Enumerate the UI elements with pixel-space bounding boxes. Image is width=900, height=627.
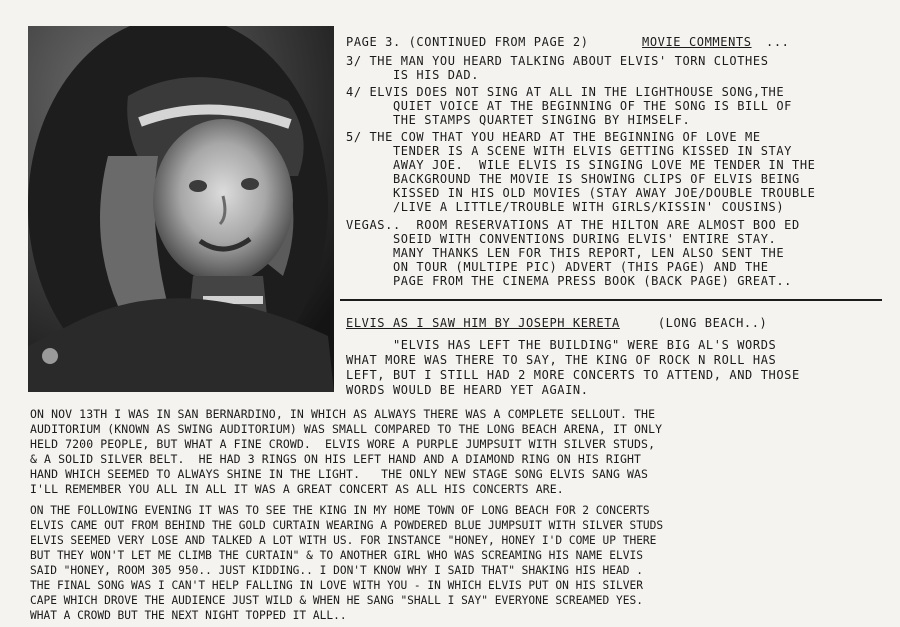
paragraph-line: WHAT A CROWD BUT THE NEXT NIGHT TOPPED IT ALL.. bbox=[30, 609, 347, 622]
paragraph-line: ON THE FOLLOWING EVENING IT WAS TO SEE THE KING IN MY HOME TOWN OF LONG BEACH FOR 2 CONCERTS bbox=[30, 504, 650, 517]
paragraph-line: THE FINAL SONG WAS I CAN'T HELP FALLING IN LOVE WITH YOU - IN WHICH ELVIS PUT ON HIS SILVER bbox=[30, 579, 643, 592]
page-continuation-label: PAGE 3. (CONTINUED FROM PAGE 2) bbox=[346, 35, 597, 49]
comment-line: TENDER IS A SCENE WITH ELVIS GETTING KISSED IN STAY bbox=[346, 144, 793, 158]
paragraph-line: I'LL REMEMBER YOU ALL IN ALL IT WAS A GREAT CONCERT AS ALL HIS CONCERTS ARE. bbox=[30, 482, 564, 496]
comment-line: SOEID WITH CONVENTIONS DURING ELVIS' ENTIRE STAY. bbox=[346, 232, 777, 246]
comment-line: VEGAS.. ROOM RESERVATIONS AT THE HILTON ARE ALMOST BOO ED bbox=[346, 218, 800, 232]
heading-ellipsis: ... bbox=[766, 35, 790, 49]
comment-line: IS HIS DAD. bbox=[346, 68, 480, 82]
comment-line: 3/ THE MAN YOU HEARD TALKING ABOUT ELVIS' TORN CLOTHES bbox=[346, 54, 769, 68]
comment-line: KISSED IN HIS OLD MOVIES (STAY AWAY JOE/DOUBLE TROUBLE bbox=[346, 186, 816, 200]
paragraph-line: HAND WHICH SEEMED TO ALWAYS SHINE IN THE LIGHT. THE ONLY NEW STAGE SONG ELVIS SANG WAS bbox=[30, 467, 649, 481]
intro-line: LEFT, BUT I STILL HAD 2 MORE CONCERTS TO ATTEND, AND THOSE bbox=[346, 368, 800, 382]
section-divider bbox=[340, 299, 882, 301]
comment-line: 4/ ELVIS DOES NOT SING AT ALL IN THE LIGHTHOUSE SONG,THE bbox=[346, 85, 785, 99]
intro-line: WHAT MORE WAS THERE TO SAY, THE KING OF ROCK N ROLL HAS bbox=[346, 353, 777, 367]
paragraph-line: ELVIS CAME OUT FROM BEHIND THE GOLD CURTAIN WEARING A POWDERED BLUE JUMPSUIT WITH SILVER STUDS bbox=[30, 519, 664, 532]
comment-line: AWAY JOE. WILE ELVIS IS SINGING LOVE ME TENDER IN THE bbox=[346, 158, 816, 172]
comment-line: MANY THANKS LEN FOR THIS REPORT, LEN ALSO SENT THE bbox=[346, 246, 785, 260]
comment-line: BACKGROUND THE MOVIE IS SHOWING CLIPS OF ELVIS BEING bbox=[346, 172, 800, 186]
comment-line: ON TOUR (MULTIPE PIC) ADVERT (THIS PAGE) AND THE bbox=[346, 260, 769, 274]
paragraph-line: HELD 7200 PEOPLE, BUT WHAT A FINE CROWD. ELVIS WORE A PURPLE JUMPSUIT WITH SILVER STUDS, bbox=[30, 437, 656, 451]
article-title: ELVIS AS I SAW HIM BY JOSEPH KERETA bbox=[346, 316, 620, 330]
comment-line: PAGE FROM THE CINEMA PRESS BOOK (BACK PAGE) GREAT.. bbox=[346, 274, 793, 288]
paragraph-line: BUT THEY WON'T LET ME CLIMB THE CURTAIN" & TO ANOTHER GIRL WHO WAS SCREAMING HIS NAME ELVIS bbox=[30, 549, 643, 562]
comment-line: QUIET VOICE AT THE BEGINNING OF THE SONG IS BILL OF bbox=[346, 99, 793, 113]
paragraph-line: SAID "HONEY, ROOM 305 950.. JUST KIDDING.. I DON'T KNOW WHY I SAID THAT" SHAKING HIS HEAD . bbox=[30, 564, 643, 577]
paragraph-line: ON NOV 13TH I WAS IN SAN BERNARDINO, IN WHICH AS ALWAYS THERE WAS A COMPLETE SELLOUT. THE bbox=[30, 407, 656, 421]
movie-comments-heading: MOVIE COMMENTS bbox=[642, 35, 752, 49]
paragraph-line: & A SOLID SILVER BELT. HE HAD 3 RINGS ON HIS LEFT HAND AND A DIAMOND RING ON HIS RIGHT bbox=[30, 452, 642, 466]
comment-line: 5/ THE COW THAT YOU HEARD AT THE BEGINNING OF LOVE ME bbox=[346, 130, 761, 144]
intro-line: "ELVIS HAS LEFT THE BUILDING" WERE BIG AL'S WORDS bbox=[346, 338, 777, 352]
comment-line: /LIVE A LITTLE/TROUBLE WITH GIRLS/KISSIN' COUSINS) bbox=[346, 200, 785, 214]
comment-line: THE STAMPS QUARTET SINGING BY HIMSELF. bbox=[346, 113, 691, 127]
child-portrait-image bbox=[28, 26, 334, 392]
paragraph-line: CAPE WHICH DROVE THE AUDIENCE JUST WILD & WHEN HE SANG "SHALL I SAY" EVERYONE SCREAMED YES. bbox=[30, 594, 643, 607]
paragraph-line: AUDITORIUM (KNOWN AS SWING AUDITORIUM) WAS SMALL COMPARED TO THE LONG BEACH ARENA, IT ONLY bbox=[30, 422, 663, 436]
intro-line: WORDS WOULD BE HEARD YET AGAIN. bbox=[346, 383, 589, 397]
paragraph-line: ELVIS SEEMED VERY LOSE AND TALKED A LOT WITH US. FOR INSTANCE "HONEY, HONEY I'D COME UP THERE bbox=[30, 534, 657, 547]
article-location: (LONG BEACH..) bbox=[650, 316, 768, 330]
photo-young-child bbox=[28, 26, 334, 392]
